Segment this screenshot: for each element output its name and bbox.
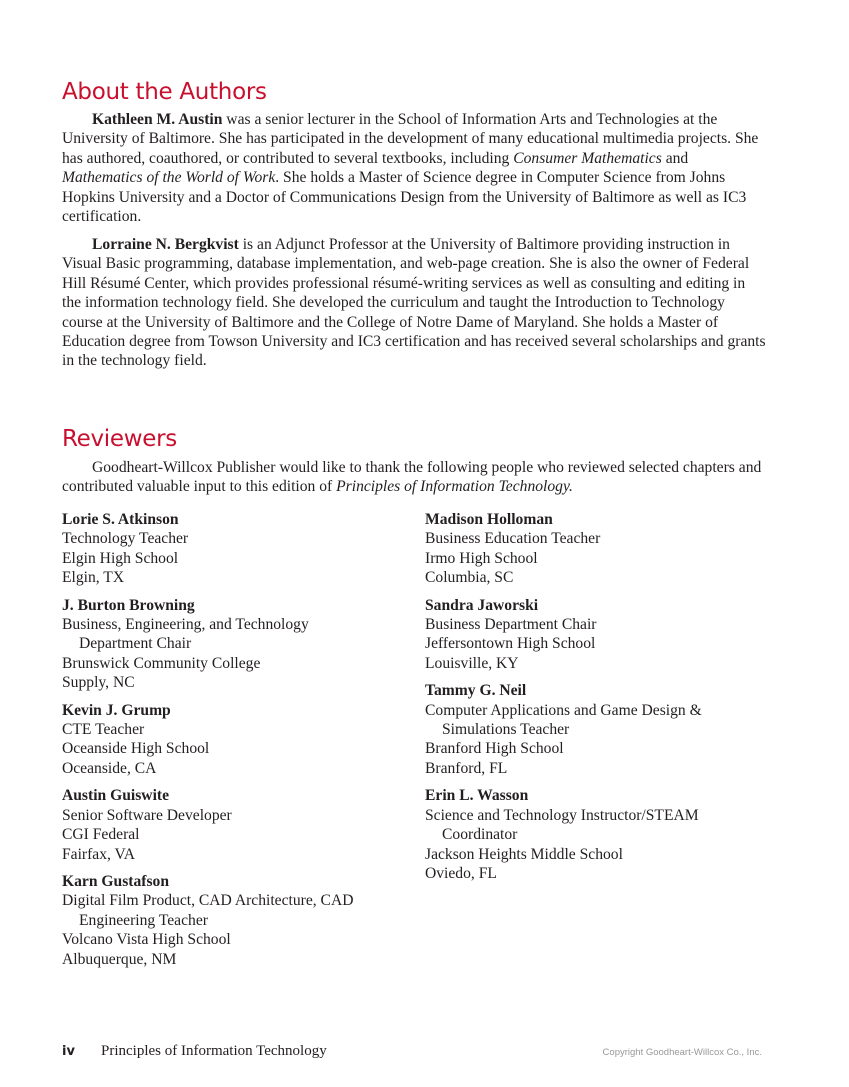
reviewer-title: CTE Teacher: [62, 721, 145, 739]
reviewer-entry: [62, 510, 412, 588]
reviewer-title: Science and Technology Instructor/STEAM: [425, 806, 699, 824]
bio-text: is an Adjunct Professor at the University of Baltimore providing instruction in Visual Basic programming, database implementation, and web-page creation. She is also the owner of Federal Hill Résumé Center, which provides professional résumé-writing services as well as consulting and editing in the information technology field. She developed the curriculum and taught the Introduction to Technology course at the University of Baltimore and the College of Notre Dame of Maryland. She holds a Master of Education degree from Towson University and IC3 certification and has received several scholarships and grants in the technology field.: [62, 236, 766, 370]
reviewer-school: Elgin High School: [62, 549, 179, 567]
reviewer-entry: [425, 786, 775, 883]
reviewers-right-column: [425, 510, 775, 891]
reviewer-location: Oceanside, CA: [62, 759, 157, 777]
reviewer-school: Jeffersontown High School: [425, 635, 596, 653]
reviewer-school: Volcano Vista High School: [62, 931, 231, 949]
reviewer-location: Fairfax, VA: [62, 845, 136, 863]
page-number: iv: [62, 1044, 75, 1059]
reviewers-left-column: [62, 510, 412, 977]
reviewer-location: Supply, NC: [62, 674, 135, 692]
reviewer-school: Irmo High School: [425, 549, 538, 567]
bio-text: . She holds a Master of Science degree in Computer Science from Johns Hopkins University and a Doctor of Communications Design from the University of Baltimore as well as IC3 certification.: [62, 169, 747, 226]
reviewer-name: Lorie S. Atkinson: [62, 511, 179, 528]
reviewer-name: Tammy G. Neil: [425, 682, 527, 700]
reviewer-entry: [425, 681, 775, 778]
reviewer-entry: [62, 596, 412, 693]
book-title: Principles of Information Technology.: [336, 478, 573, 496]
reviewers-heading: Reviewers: [62, 426, 177, 452]
reviewer-name: Erin L. Wasson: [425, 787, 529, 805]
reviewer-title: Department Chair: [79, 635, 192, 653]
book-title: Mathematics of the World of Work: [62, 169, 276, 187]
reviewer-entry: [425, 510, 775, 588]
reviewer-location: Albuquerque, NM: [62, 950, 177, 968]
reviewer-name: Madison Holloman: [425, 511, 553, 528]
author-bio-bergkvist: [62, 235, 767, 371]
reviewer-title: Computer Applications and Game Design &: [425, 701, 702, 719]
reviewer-title: Engineering Teacher: [79, 911, 208, 929]
reviewer-location: Oviedo, FL: [425, 864, 497, 882]
reviewer-school: Jackson Heights Middle School: [425, 845, 623, 863]
reviewer-location: Elgin, TX: [62, 569, 125, 587]
author-name: Lorraine N. Bergkvist: [92, 236, 239, 253]
intro-text: Goodheart-Willcox Publisher would like to thank the following people who reviewed selected chapters and contributed valuable input to this edition of: [62, 459, 762, 496]
book-title: Consumer Mathematics: [513, 149, 662, 167]
reviewer-entry: [62, 701, 412, 779]
reviewer-title: Technology Teacher: [62, 530, 189, 548]
reviewer-school: CGI Federal: [62, 826, 140, 844]
reviewer-title: Business, Engineering, and Technology: [62, 616, 309, 634]
reviewer-name: J. Burton Browning: [62, 596, 195, 614]
reviewer-entry: [62, 786, 412, 864]
reviewer-title: Business Education Teacher: [425, 530, 601, 548]
reviewer-name: Kevin J. Grump: [62, 701, 171, 719]
author-bio-austin: [62, 110, 767, 226]
reviewer-title: Business Department Chair: [425, 616, 597, 634]
reviewer-school: Branford High School: [425, 740, 564, 758]
reviewer-school: Oceanside High School: [62, 740, 210, 758]
reviewer-location: Louisville, KY: [425, 654, 519, 672]
reviewer-title: Digital Film Product, CAD Architecture, CAD: [62, 892, 354, 910]
author-name: Kathleen M. Austin: [92, 111, 223, 128]
footer-book-title: Principles of Information Technology: [101, 1043, 327, 1059]
about-heading: About the Authors: [62, 79, 267, 105]
reviewer-title: Simulations Teacher: [442, 721, 570, 739]
reviewer-title: Coordinator: [442, 826, 518, 844]
reviewer-name: Sandra Jaworski: [425, 596, 539, 614]
bio-text: was a senior lecturer in the School of Information Arts and Technologies at the University of Baltimore. She has participated in the development of many educational multimedia projects. She has authored, coauthored, or contributed to several textbooks, including: [62, 111, 759, 167]
reviewer-name: Austin Guiswite: [62, 787, 170, 805]
bio-text: and: [661, 149, 689, 167]
reviewer-title: Senior Software Developer: [62, 806, 232, 824]
copyright: Copyright Goodheart-Willcox Co., Inc.: [602, 1047, 762, 1058]
reviewer-name: Karn Gustafson: [62, 872, 170, 890]
reviewer-entry: [425, 596, 775, 674]
reviewer-entry: [62, 872, 412, 969]
reviewers-intro: [62, 458, 767, 497]
reviewer-location: Columbia, SC: [425, 569, 514, 587]
reviewer-location: Branford, FL: [425, 759, 508, 777]
reviewer-school: Brunswick Community College: [62, 654, 261, 672]
